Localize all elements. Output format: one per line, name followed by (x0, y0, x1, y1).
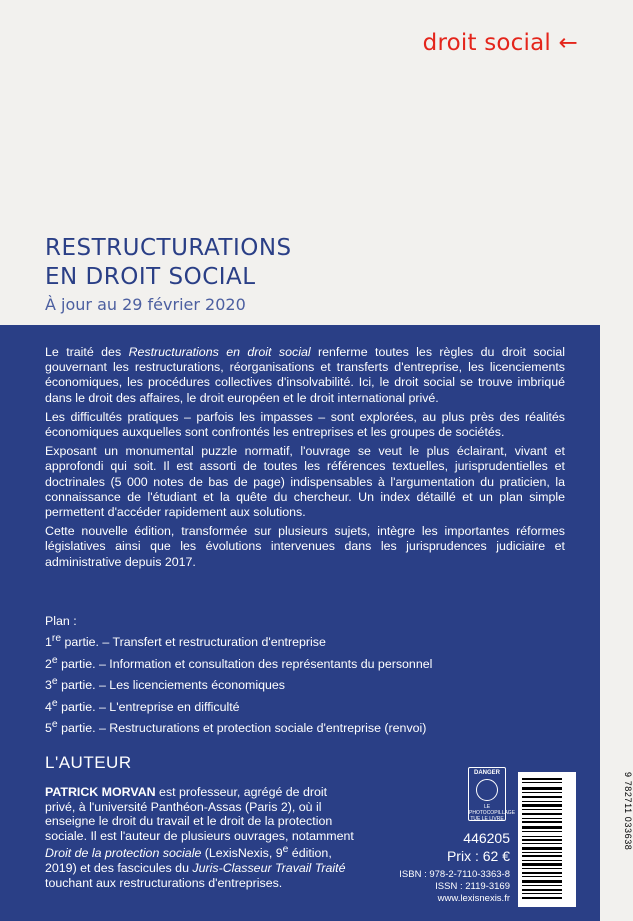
plan-item: 2e partie. – Information et consultation des représentants du personnel (45, 654, 433, 671)
plan-item: 5e partie. – Restructurations et protection sociale d'entreprise (renvoi) (45, 718, 427, 736)
website: www.lexisnexis.fr (437, 893, 510, 904)
blue-band (0, 325, 633, 921)
description (45, 345, 565, 574)
description-paragraph: Exposant un monumental puzzle normatif, l'ouvrage se veut le plus éclairant, vivant et approfondi qui soit. Il est assorti de toutes les références textuelles, jurisprudentielles et doctrinales (5 000 notes de bas de page) indispensables à l'argumentation du praticien, la connaissance de l'étudiant et la quête du chercheur. Un index détaillé et un plan simple permettent d'accéder rapidement aux solutions. (45, 444, 565, 520)
price: Prix : 62 € (446, 848, 510, 864)
series-name: droit social (422, 30, 551, 56)
description-paragraph: Le traité des Restructurations en droit social renferme toutes les règles du droit social gouvernant les restructurations, réorganisations et transferts d'entreprise, les licenciements économiques, les procédures collectives d'insolvabilité. Ici, le droit social se trouve imbriqué dans le droit des affaires, le droit européen et le droit international privé. (45, 345, 565, 405)
issn: ISSN : 2119-3169 (435, 881, 510, 892)
barcode-bars (518, 772, 566, 907)
barcode (518, 772, 633, 907)
title-line-1: RESTRUCTURATIONS (45, 235, 292, 261)
photocopy-icon (476, 779, 498, 801)
description-paragraph: Cette nouvelle édition, transformée sur plusieurs sujets, intègre les importantes réformes législatives ainsi que les évolutions intervenues dans les jurisprudences judiciaire et administrative depuis 2017. (45, 524, 565, 569)
author-heading: L'AUTEUR (45, 753, 132, 772)
plan (45, 612, 432, 737)
author-bio: PATRICK MORVAN est professeur, agrégé de droit privé, à l'université Panthéon-Assas (Paris 2), où il enseigne le droit du travail et le droit de la protection sociale. Il est l'auteur de plusieurs ouvrages, notamment Droit de la protection sociale (LexisNexis, 9e édition, 2019) et des fascicules du Juris-Classeur Travail Traité touchant aux restructurations d'entreprises. (45, 785, 354, 890)
plan-item: 3e partie. – Les licenciements économiques (45, 676, 285, 693)
title-line-2: EN DROIT SOCIAL (45, 264, 256, 290)
author-name: PATRICK MORVAN (45, 785, 156, 799)
product-code: 446205 (463, 830, 510, 846)
book-subtitle: À jour au 29 février 2020 (45, 295, 246, 314)
plan-heading: Plan : (45, 614, 77, 628)
book-title (45, 234, 292, 292)
series-label (423, 30, 578, 56)
plan-item: 4e partie. – L'entreprise en difficulté (45, 697, 240, 714)
danger-photocopy-badge: DANGER LE PHOTOCOPILLAGE TUE LE LIVRE (468, 767, 506, 821)
barcode-number: 9 782711 033638 (623, 772, 633, 851)
isbn: ISBN : 978-2-7110-3363-8 (399, 869, 510, 880)
description-paragraph: Les difficultés pratiques – parfois les impasses – sont explorées, au plus près des réalités économiques auxquelles sont confrontés les entreprises et les groupes de sociétés. (45, 409, 565, 440)
plan-item: 1re partie. – Transfert et restructuration d'entreprise (45, 633, 326, 650)
arrow-left-icon: ← (558, 30, 578, 56)
